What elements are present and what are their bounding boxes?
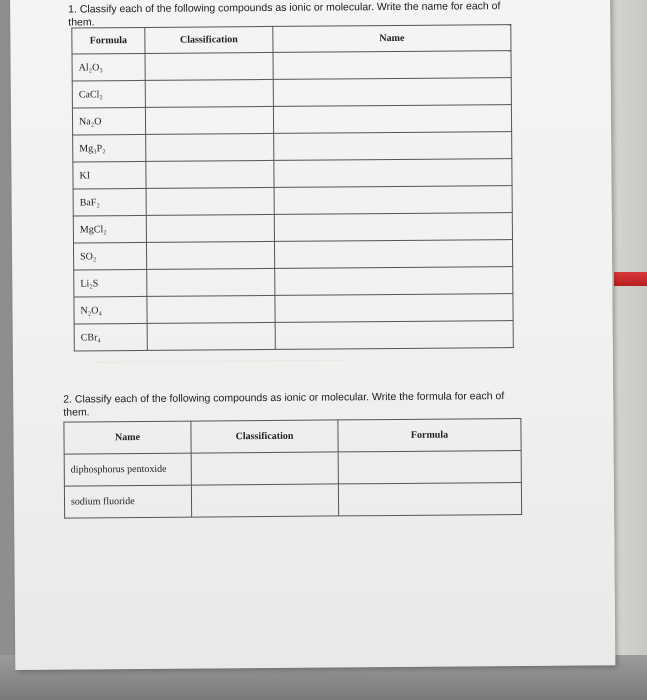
worksheet-page — [10, 0, 615, 670]
bleed-through-text: ····························································································· — [94, 355, 343, 367]
table-row — [73, 240, 512, 270]
table-header-row — [72, 25, 511, 54]
question-1-prompt: 1. Classify each of the following compounds as ionic or molecular. Write the name for each of them. — [68, 0, 501, 29]
answer-cell[interactable] — [274, 213, 512, 242]
answer-cell[interactable] — [274, 240, 512, 269]
header-name: Name — [273, 25, 511, 53]
table-row — [73, 213, 512, 243]
compound-cell: BaF₂ — [73, 188, 146, 216]
answer-cell[interactable] — [275, 267, 513, 296]
classification-answer-cell[interactable] — [146, 214, 274, 242]
header-name: Name — [64, 421, 191, 454]
classification-answer-cell[interactable] — [147, 295, 275, 323]
table-header-row — [64, 419, 521, 455]
header-classification: Classification — [145, 26, 273, 53]
answer-cell[interactable] — [275, 321, 513, 350]
header-formula: Formula — [72, 27, 145, 54]
table-row — [74, 267, 513, 297]
classification-answer-cell[interactable] — [146, 133, 274, 161]
compound-cell: Mg₃P₂ — [73, 134, 146, 162]
classification-answer-cell[interactable] — [145, 79, 273, 107]
answer-cell[interactable] — [274, 159, 512, 188]
compound-cell: MgCl₂ — [73, 215, 146, 243]
table-row — [74, 294, 513, 324]
answer-cell[interactable] — [274, 132, 512, 161]
table-row — [74, 321, 513, 351]
table-name-to-formula — [63, 418, 522, 519]
answer-cell[interactable] — [338, 482, 521, 515]
compound-cell: N₂O₄ — [74, 296, 147, 324]
table-row — [73, 186, 512, 216]
compound-cell: CBr₄ — [74, 323, 147, 351]
classification-answer-cell[interactable] — [146, 241, 274, 269]
answer-cell[interactable] — [275, 294, 513, 323]
table-row — [73, 159, 512, 189]
table-row — [72, 105, 511, 135]
compound-cell: CaCl₂ — [72, 80, 145, 108]
classification-answer-cell[interactable] — [191, 452, 338, 485]
compound-cell: sodium fluoride — [64, 485, 191, 518]
compound-cell: SO₂ — [73, 242, 146, 270]
answer-cell[interactable] — [273, 51, 511, 80]
table-row — [64, 482, 521, 518]
answer-cell[interactable] — [338, 450, 521, 483]
answer-cell[interactable] — [273, 105, 511, 134]
red-object-edge — [614, 272, 647, 286]
classification-answer-cell[interactable] — [191, 484, 338, 517]
question-2-prompt: 2. Classify each of the following compounds as ionic or molecular. Write the formula for each of them. — [63, 390, 505, 419]
classification-answer-cell[interactable] — [145, 52, 273, 80]
classification-answer-cell[interactable] — [147, 268, 275, 296]
table-row — [72, 78, 511, 108]
header-formula: Formula — [338, 419, 521, 452]
compound-cell: Li₂S — [74, 269, 147, 297]
classification-answer-cell[interactable] — [147, 322, 275, 350]
header-classification: Classification — [191, 420, 338, 453]
table-row — [64, 450, 521, 486]
answer-cell[interactable] — [274, 186, 512, 215]
compound-cell: diphosphorus pentoxide — [64, 453, 191, 486]
compound-cell: KI — [73, 161, 146, 189]
compound-cell: Al₂O₃ — [72, 53, 145, 81]
table-formula-to-name — [71, 24, 514, 351]
classification-answer-cell[interactable] — [146, 187, 274, 215]
table-row — [73, 132, 512, 162]
classification-answer-cell[interactable] — [146, 160, 274, 188]
compound-cell: Na₂O — [72, 107, 145, 135]
answer-cell[interactable] — [273, 78, 511, 107]
classification-answer-cell[interactable] — [145, 106, 273, 134]
table-row — [72, 51, 511, 81]
